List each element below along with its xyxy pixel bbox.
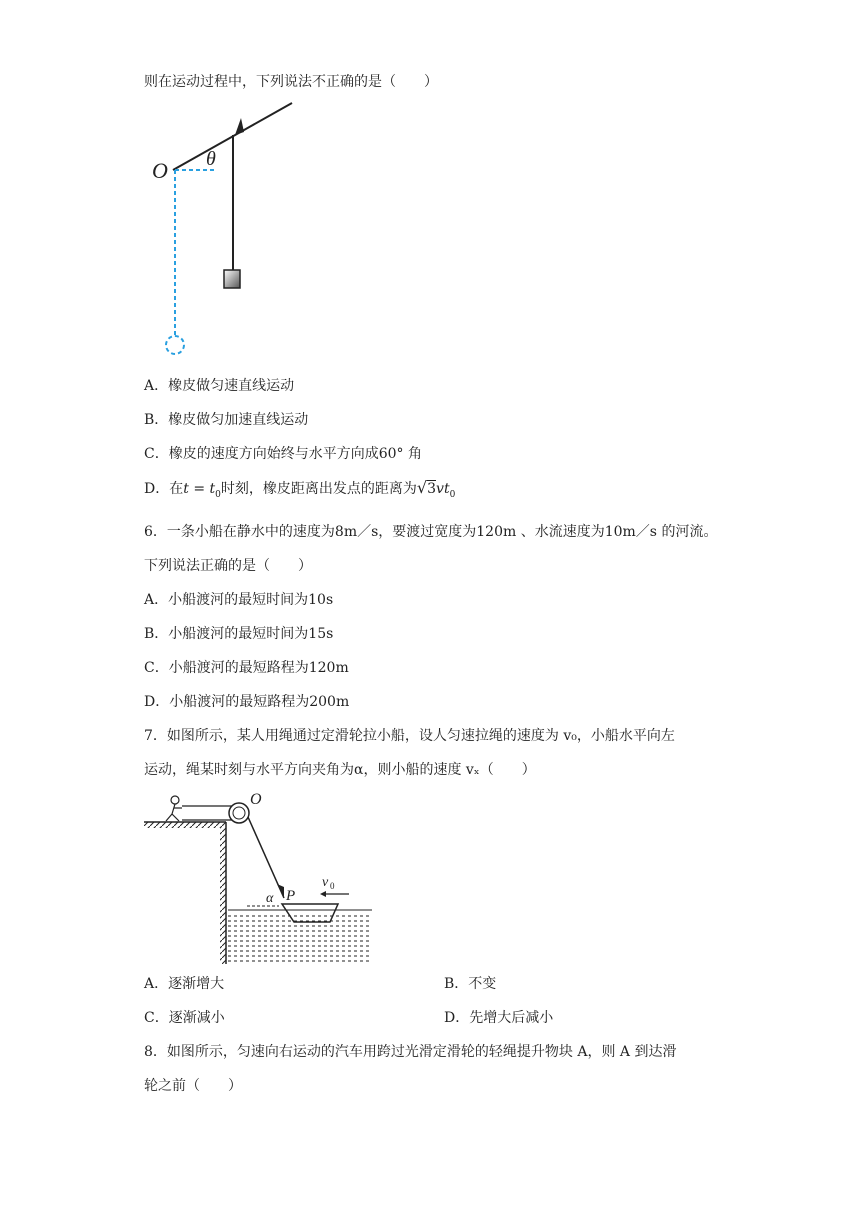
label-theta: θ bbox=[206, 148, 216, 170]
q6-option-b[interactable]: B．小船渡河的最短时间为15s bbox=[144, 626, 334, 642]
prev-option-a[interactable]: A．橡皮做匀速直线运动 bbox=[144, 378, 295, 394]
label-P: P bbox=[286, 888, 296, 904]
question-stem-tail: 则在运动过程中，下列说法不正确的是（ ） bbox=[144, 74, 438, 90]
label-O: O bbox=[152, 158, 168, 183]
figure-rubber-motion bbox=[140, 95, 310, 360]
sqrt-symbol: √ bbox=[416, 478, 428, 497]
q7-option-d[interactable]: D．先增大后减小 bbox=[444, 1010, 554, 1026]
label-v: v bbox=[322, 875, 329, 890]
label-v-sub: 0 bbox=[330, 881, 335, 891]
prev-option-d[interactable]: D．在$t = t_0$时刻，橡皮距离出发点的距离为$√3vt_0$ bbox=[144, 478, 456, 500]
person-head bbox=[171, 796, 179, 804]
prev-option-c[interactable]: C．橡皮的速度方向始终与水平方向成60° 角 bbox=[144, 446, 422, 462]
pin-marker bbox=[235, 118, 244, 135]
q8-stem-line1: 8．如图所示，匀速向右运动的汽车用跨过光滑定滑轮的轻绳提升物块 A，则 A 到达滑 bbox=[144, 1044, 677, 1060]
ground-hatch bbox=[144, 822, 226, 828]
label-alpha: α bbox=[266, 891, 274, 906]
wall-hatch bbox=[220, 828, 226, 964]
dashed-circle bbox=[166, 336, 184, 354]
q6-option-a[interactable]: A．小船渡河的最短时间为10s bbox=[144, 592, 334, 608]
q7-stem-line1: 7．如图所示，某人用绳通过定滑轮拉小船，设人匀速拉绳的速度为 v₀，小船水平向左 bbox=[144, 728, 675, 744]
q6-stem-line2: 下列说法正确的是（ ） bbox=[144, 558, 312, 574]
q7-option-c[interactable]: C．逐渐减小 bbox=[144, 1010, 225, 1026]
rope-arrow bbox=[277, 884, 284, 898]
figure-pulley-boat bbox=[144, 784, 374, 966]
water-body bbox=[228, 914, 372, 962]
pulley bbox=[229, 803, 249, 823]
q7-stem-line2: 运动，绳某时刻与水平方向夹角为α，则小船的速度 vₓ（ ） bbox=[144, 762, 536, 778]
label-O: O bbox=[250, 791, 262, 808]
weight-block bbox=[224, 270, 240, 288]
prev-option-b[interactable]: B．橡皮做匀加速直线运动 bbox=[144, 412, 309, 428]
q6-option-c[interactable]: C．小船渡河的最短路程为120m bbox=[144, 660, 349, 676]
q7-option-b[interactable]: B．不变 bbox=[444, 976, 497, 992]
q6-option-d[interactable]: D．小船渡河的最短路程为200m bbox=[144, 694, 350, 710]
q8-stem-line2: 轮之前（ ） bbox=[144, 1078, 242, 1094]
q7-option-a[interactable]: A．逐渐增大 bbox=[144, 976, 225, 992]
q6-stem-line1: 6．一条小船在静水中的速度为8m／s，要渡过宽度为120m 、水流速度为10m／s 的河流。 bbox=[144, 524, 718, 540]
